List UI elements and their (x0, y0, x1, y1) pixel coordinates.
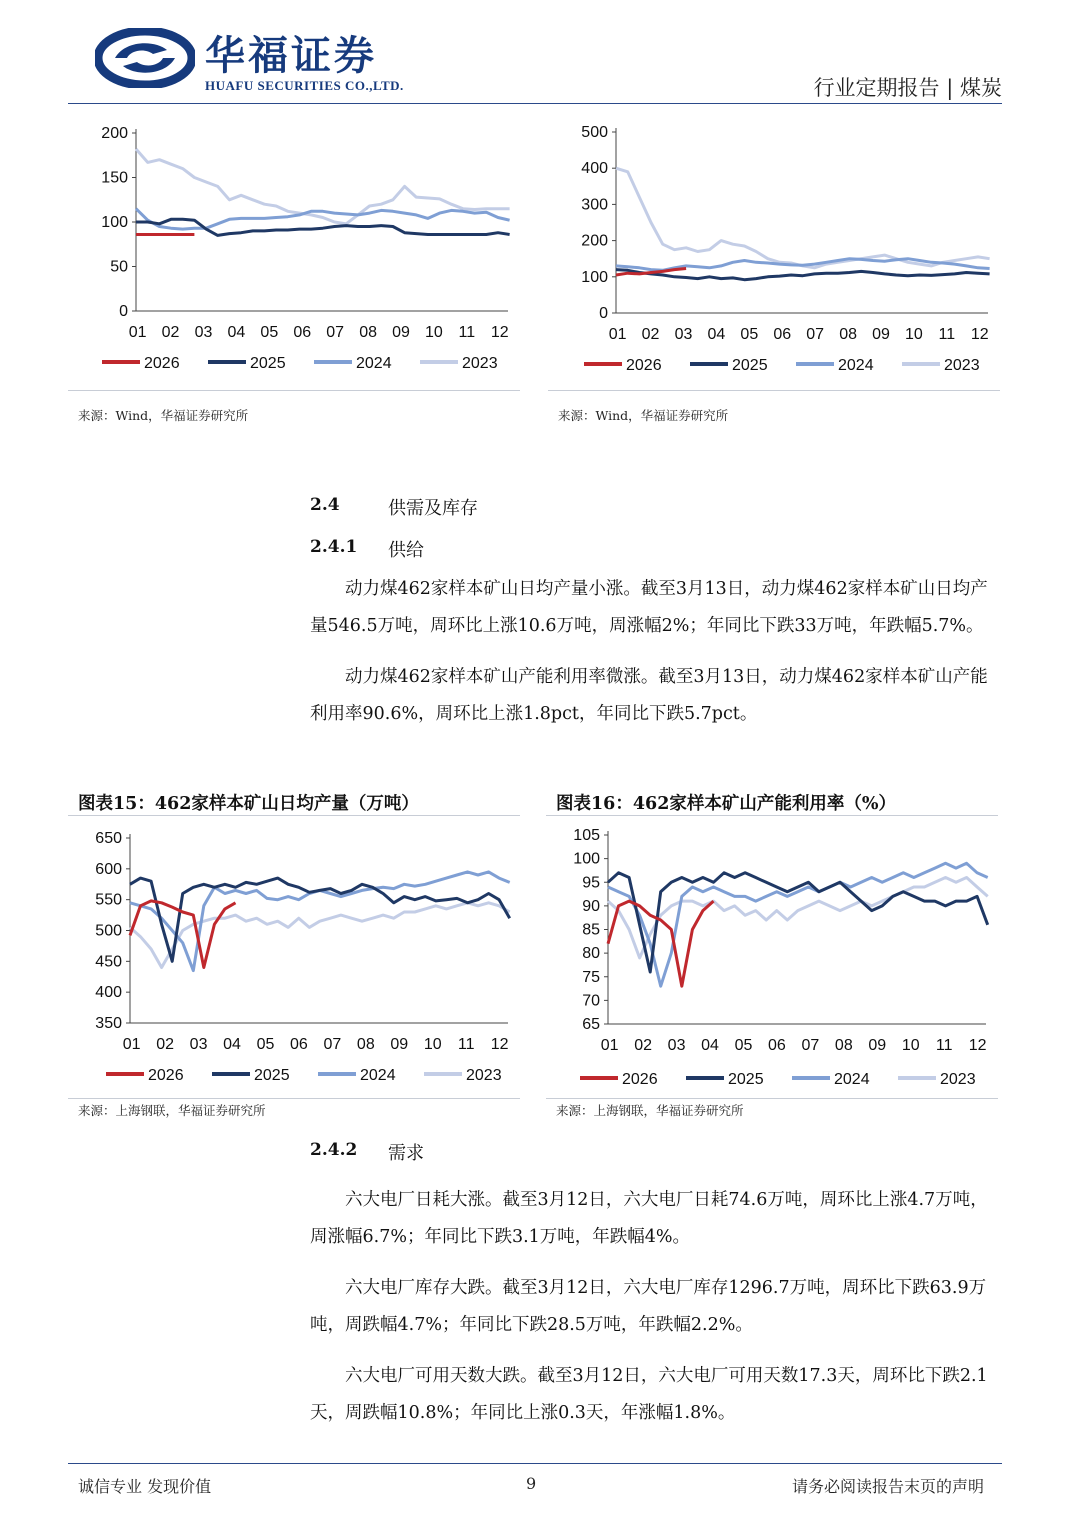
legend-label-2026: 2026 (148, 1067, 184, 1084)
x-tick-label: 05 (734, 1037, 753, 1054)
paragraph: 动力煤462家样本矿山日均产量小涨。截至3月13日，动力煤462家样本矿山日均产量546.5万吨，周环比上涨10.6万吨，周涨幅2%；年同比下跌33万吨，年跌幅5.7%。 (310, 579, 988, 636)
x-tick-label: 01 (608, 326, 627, 343)
y-tick-label: 50 (110, 258, 128, 276)
paragraph: 六大电厂日耗大涨。截至3月12日，六大电厂日耗74.6万吨，周环比上涨4.7万吨，周涨幅6.7%；年同比下跌3.1万吨，年跌幅4%。 (310, 1190, 988, 1247)
x-tick-label: 10 (905, 326, 923, 343)
legend-label-2026: 2026 (144, 355, 180, 372)
y-tick-label: 600 (95, 860, 122, 878)
x-tick-label: 11 (935, 1037, 953, 1054)
x-tick-label: 07 (806, 326, 825, 343)
top-right-chart-source: 来源：Wind，华福证券研究所 (558, 408, 729, 423)
x-tick-label: 07 (801, 1037, 820, 1054)
brand-name-cn: 华福证券 (205, 33, 377, 79)
x-tick-label: 09 (392, 324, 410, 341)
y-tick-label: 150 (101, 169, 128, 187)
figure-15-chart (68, 818, 520, 1099)
x-tick-label: 04 (227, 324, 246, 341)
y-tick-label: 400 (581, 160, 608, 178)
x-tick-label: 08 (356, 1036, 375, 1053)
x-tick-label: 06 (773, 326, 792, 343)
footer-disclaimer: 请务必阅读报告末页的声明 (791, 1477, 984, 1496)
x-tick-label: 03 (189, 1036, 208, 1053)
paragraph: 六大电厂可用天数大跌。截至3月12日，六大电厂可用天数17.3天，周环比下跌2.1天，周跌幅10.8%；年同比上涨0.3天，年涨幅1.8%。 (310, 1366, 988, 1423)
paragraph: 动力煤462家样本矿山产能利用率微涨。截至3月13日，动力煤462家样本矿山产能利用率90.6%，周环比上涨1.8pct，年同比下跌5.7pct。 (310, 667, 988, 724)
y-tick-label: 70 (582, 992, 600, 1010)
x-tick-label: 09 (872, 326, 890, 343)
x-tick-label: 02 (641, 326, 660, 343)
page-number: 9 (526, 1474, 537, 1493)
legend-label-2025: 2025 (732, 357, 768, 374)
figure-16-title: 图表16：462家样本矿山产能利用率（%） (556, 794, 897, 814)
x-tick-label: 02 (156, 1036, 175, 1053)
x-tick-label: 02 (161, 324, 180, 341)
legend-label-2024: 2024 (834, 1071, 870, 1088)
x-tick-label: 07 (326, 324, 345, 341)
x-tick-label: 10 (425, 324, 443, 341)
x-tick-label: 03 (674, 326, 693, 343)
figure-16-chart (546, 818, 998, 1099)
x-tick-label: 06 (768, 1037, 786, 1054)
x-tick-label: 04 (707, 326, 726, 343)
x-tick-label: 08 (839, 326, 857, 343)
company-logo-icon (95, 28, 195, 88)
y-tick-label: 75 (582, 968, 600, 986)
x-tick-label: 03 (667, 1037, 686, 1054)
legend-label-2026: 2026 (622, 1071, 658, 1088)
y-tick-label: 300 (581, 196, 608, 214)
legend-label-2025: 2025 (254, 1067, 290, 1084)
y-tick-label: 450 (95, 953, 122, 971)
legend-label-2024: 2024 (356, 355, 392, 372)
x-tick-label: 05 (740, 326, 759, 343)
header-divider (68, 103, 1002, 104)
demand-text (310, 1182, 1002, 1432)
legend-label-2025: 2025 (728, 1071, 764, 1088)
subsection-title: 供给 (388, 540, 424, 561)
x-tick-label: 12 (970, 326, 989, 343)
legend-label-2023: 2023 (462, 355, 498, 372)
y-tick-label: 500 (581, 124, 608, 141)
footer-slogan: 诚信专业 发现价值 (78, 1477, 212, 1496)
y-tick-label: 65 (582, 1016, 600, 1033)
y-tick-label: 95 (582, 874, 600, 892)
subsection-number: 2.4.2 (310, 1140, 358, 1160)
series-line-2023 (616, 168, 990, 268)
y-tick-label: 650 (95, 830, 122, 847)
y-tick-label: 0 (119, 303, 128, 320)
x-tick-label: 12 (968, 1037, 987, 1054)
y-tick-label: 200 (101, 125, 128, 142)
figure-15-source: 来源：上海钢联，华福证券研究所 (78, 1103, 266, 1118)
x-tick-label: 04 (223, 1036, 241, 1053)
x-tick-label: 11 (457, 1036, 475, 1053)
x-tick-label: 03 (194, 324, 213, 341)
x-tick-label: 11 (938, 326, 956, 343)
x-tick-label: 08 (359, 324, 377, 341)
figure-16-source: 来源：上海钢联，华福证券研究所 (556, 1103, 744, 1118)
x-tick-label: 01 (122, 1036, 141, 1053)
y-tick-label: 90 (582, 897, 600, 915)
y-tick-label: 100 (581, 268, 608, 286)
legend-label-2024: 2024 (838, 357, 874, 374)
y-tick-label: 0 (599, 305, 608, 322)
x-tick-label: 04 (701, 1037, 719, 1054)
y-tick-label: 550 (95, 891, 122, 909)
legend-label-2023: 2023 (944, 357, 980, 374)
supply-text (310, 571, 1002, 733)
x-tick-label: 12 (490, 324, 509, 341)
y-tick-label: 105 (573, 827, 600, 844)
series-line-2026 (130, 901, 236, 968)
legend-label-2024: 2024 (360, 1067, 396, 1084)
y-tick-label: 350 (95, 1015, 122, 1032)
y-tick-label: 200 (581, 232, 608, 250)
x-tick-label: 07 (323, 1036, 342, 1053)
x-tick-label: 01 (128, 324, 147, 341)
figure-15-title: 图表15：462家样本矿山日均产量（万吨） (78, 794, 419, 814)
x-tick-label: 02 (634, 1037, 653, 1054)
subsection-title: 需求 (388, 1143, 424, 1164)
x-tick-label: 01 (600, 1037, 619, 1054)
section-number: 2.4 (310, 495, 340, 515)
x-tick-label: 10 (423, 1036, 442, 1053)
figure-15-rule (68, 815, 520, 816)
legend-label-2026: 2026 (626, 357, 662, 374)
legend-label-2023: 2023 (940, 1071, 976, 1088)
y-tick-label: 100 (573, 850, 600, 868)
top-left-chart-source: 来源：Wind，华福证券研究所 (78, 408, 249, 423)
x-tick-label: 05 (256, 1036, 275, 1053)
y-tick-label: 100 (101, 214, 128, 231)
section-title: 供需及库存 (388, 498, 478, 519)
x-tick-label: 09 (390, 1036, 409, 1053)
y-tick-label: 85 (582, 921, 600, 939)
brand-name-en: HUAFU SECURITIES CO.,LTD. (205, 78, 404, 93)
y-tick-label: 400 (95, 984, 122, 1002)
x-tick-label: 12 (490, 1036, 509, 1053)
top-left-chart (68, 108, 520, 391)
legend-label-2025: 2025 (250, 355, 286, 372)
subsection-number: 2.4.1 (310, 537, 358, 557)
x-tick-label: 08 (834, 1037, 853, 1054)
x-tick-label: 10 (901, 1037, 920, 1054)
x-tick-label: 06 (293, 324, 312, 341)
y-tick-label: 500 (95, 922, 122, 940)
x-tick-label: 11 (458, 324, 476, 341)
top-right-chart (548, 108, 1000, 391)
legend-label-2023: 2023 (466, 1067, 502, 1084)
report-type: 行业定期报告 | 煤炭 (813, 76, 1002, 100)
y-tick-label: 80 (582, 945, 600, 963)
paragraph: 六大电厂库存大跌。截至3月12日，六大电厂库存1296.7万吨，周环比下跌63.9万吨，周跌幅4.7%；年同比下跌28.5万吨，年跌幅2.2%。 (310, 1278, 987, 1335)
figure-16-rule (546, 815, 998, 816)
x-tick-label: 06 (290, 1036, 308, 1053)
x-tick-label: 05 (260, 324, 279, 341)
footer-divider (68, 1463, 1002, 1464)
x-tick-label: 09 (868, 1037, 887, 1054)
